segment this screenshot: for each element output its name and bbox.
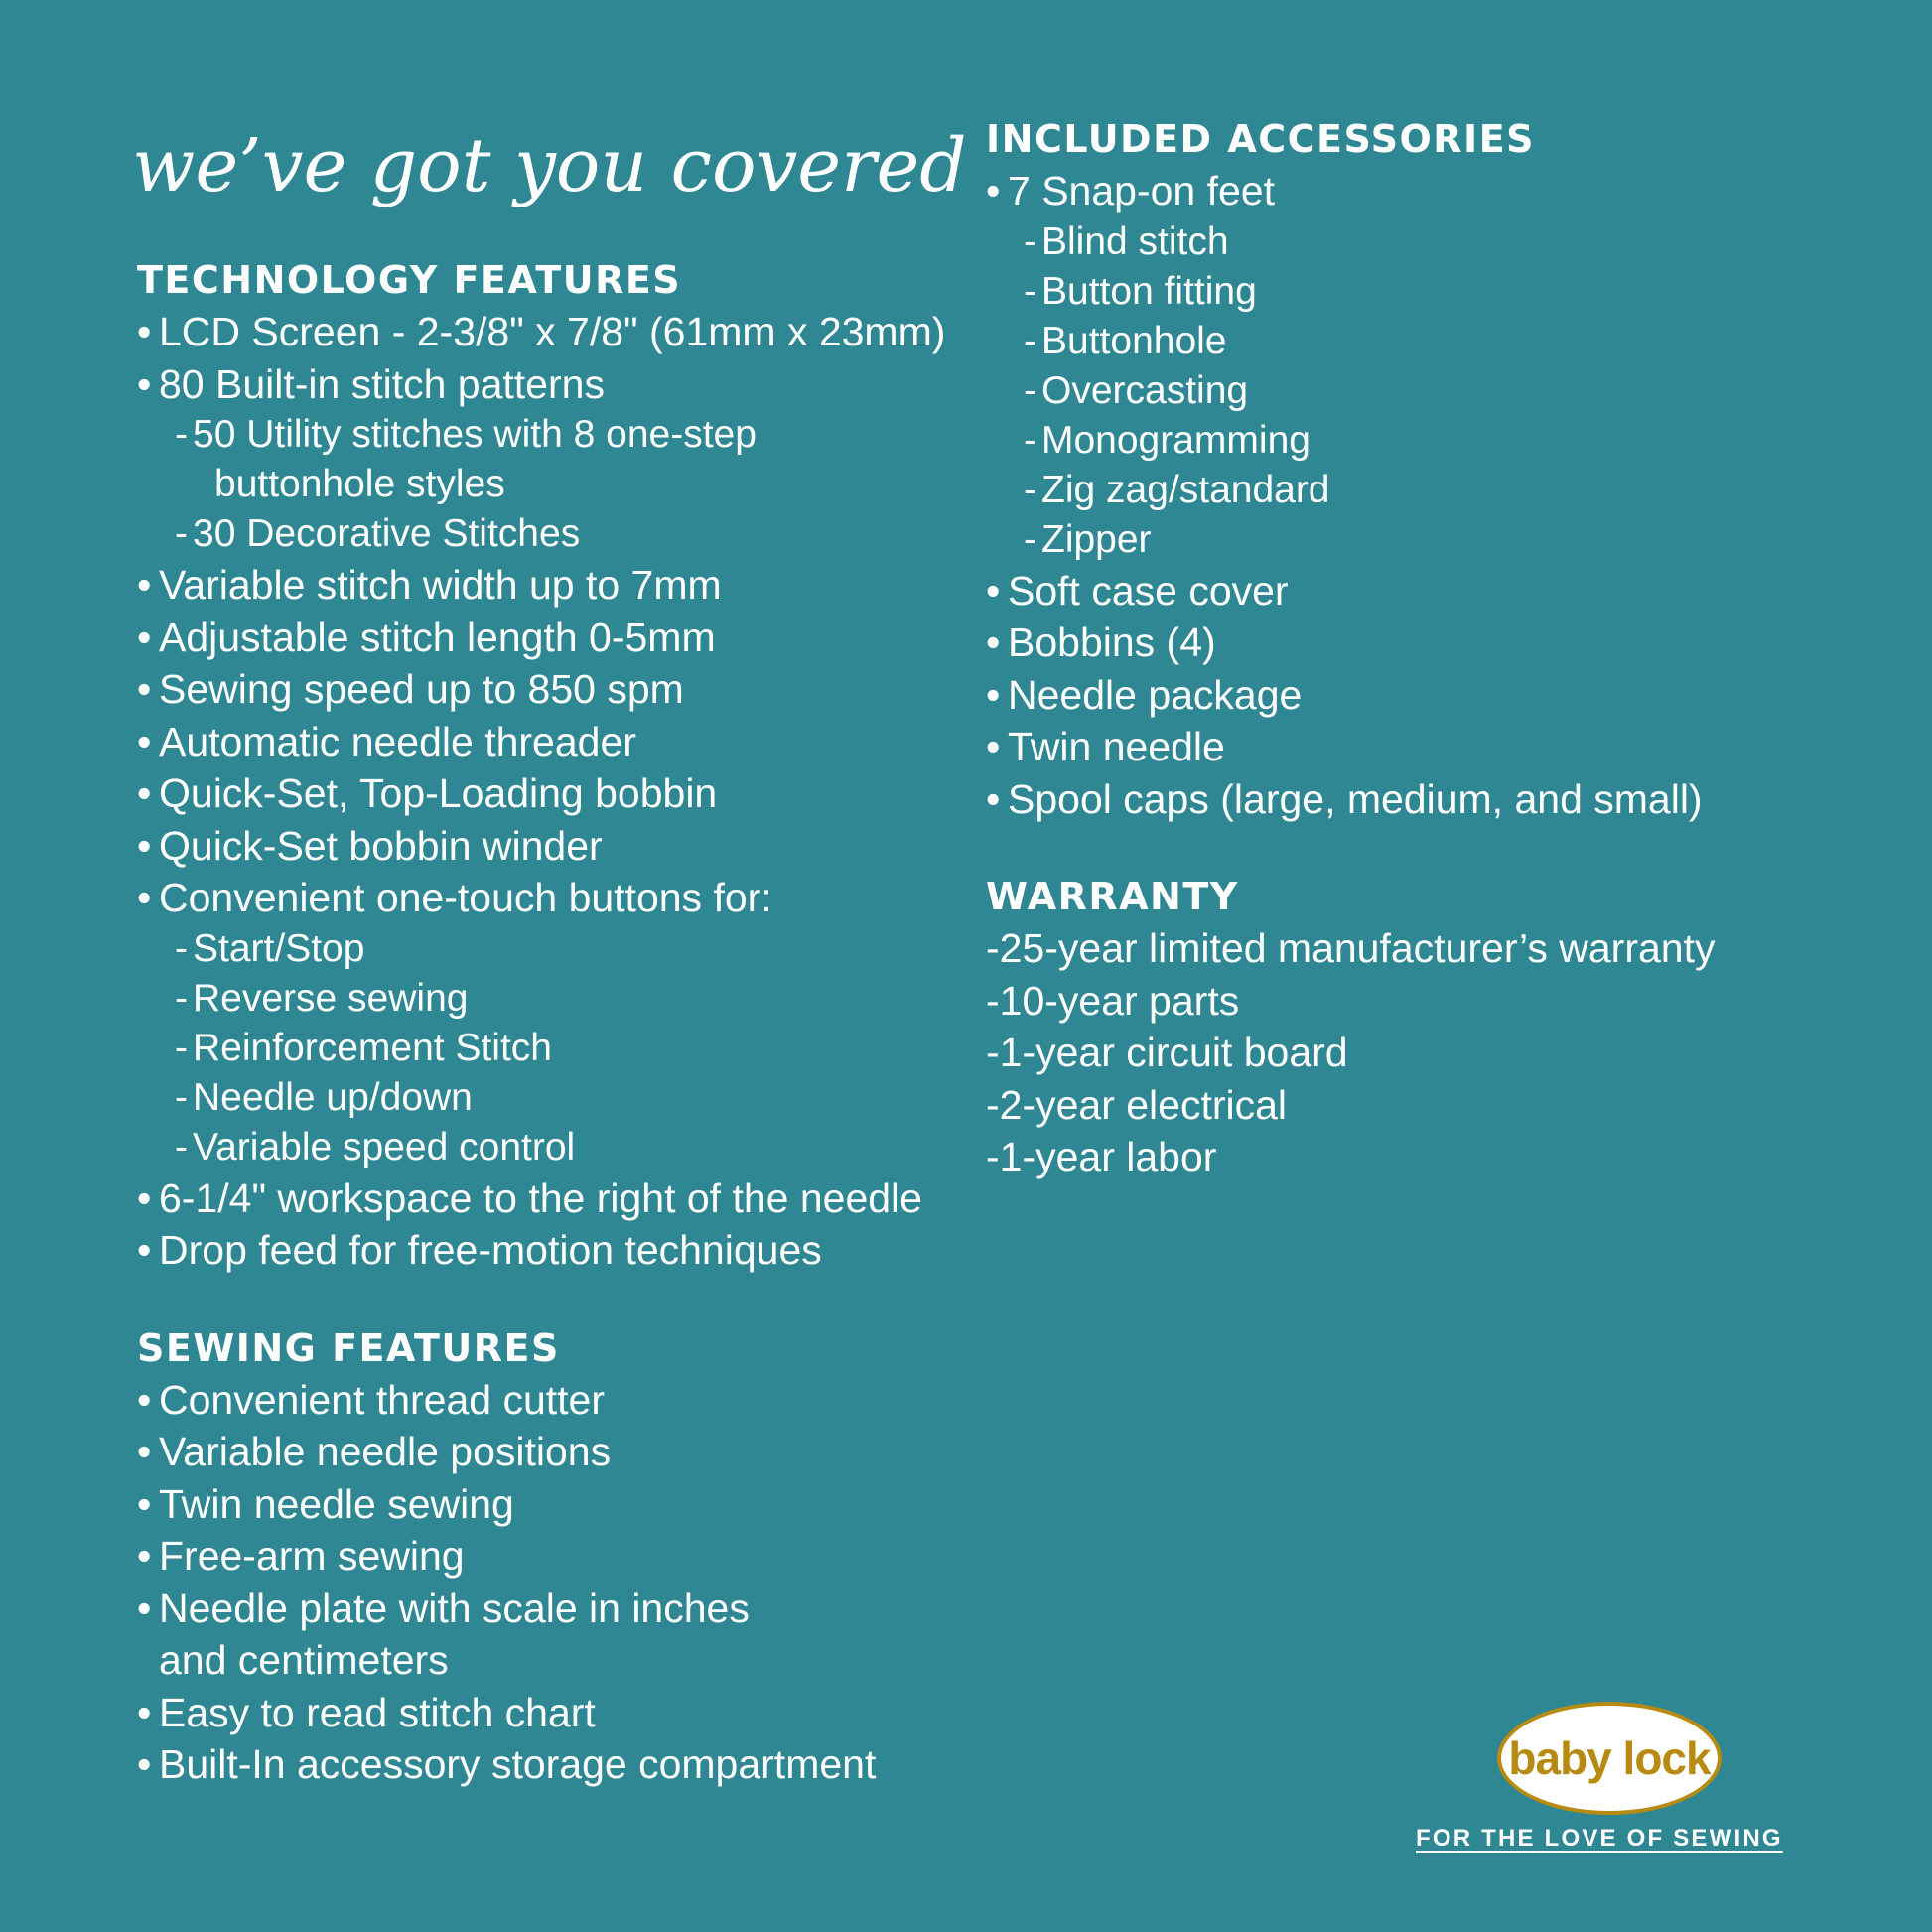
sub-list-item-continuation: buttonhole styles [214, 463, 505, 505]
dash-icon: - [175, 413, 188, 456]
sub-list-item: - Reverse sewing [137, 974, 951, 1024]
warranty-item: -10-year parts [986, 977, 1240, 1024]
dash-icon: - [1024, 468, 1036, 511]
list-item: • Bobbins (4) [986, 617, 1840, 669]
sewing-features-heading: SEWING FEATURES [137, 1325, 560, 1370]
warranty-item: -1-year circuit board [986, 1030, 1348, 1075]
bullet-icon: • [137, 360, 152, 407]
section-spacer [986, 825, 1840, 871]
list-item: • Twin needle [986, 721, 1840, 773]
bullet-icon: • [137, 875, 152, 920]
bullet-icon: • [137, 1429, 152, 1474]
bullet-icon: • [137, 1227, 152, 1273]
list-item: • Easy to read stitch chart [137, 1687, 951, 1739]
bullet-icon: • [137, 1174, 152, 1221]
sub-list-item: - Start/Stop [137, 924, 951, 974]
list-item: • Spool caps (large, medium, and small) [986, 773, 1840, 826]
list-item: • Drop feed for free-motion techniques [137, 1224, 951, 1277]
bullet-icon: • [986, 620, 1001, 665]
tagline: we’ve got you covered [132, 123, 967, 208]
sub-list-item: - Reinforcement Stitch [137, 1024, 951, 1073]
sub-list-item: - 50 Utility stitches with 8 one-step [137, 410, 951, 460]
list-item: • 7 Snap-on feet [986, 165, 1840, 217]
bullet-icon: • [137, 562, 152, 608]
bullet-icon: • [137, 718, 152, 764]
list-item: • 6-1/4" workspace to the right of the needle [137, 1173, 951, 1225]
left-column [137, 254, 951, 1791]
list-item: • Twin needle sewing [137, 1478, 951, 1531]
dash-icon: - [175, 926, 188, 970]
list-item: • Variable stitch width up to 7mm [137, 559, 951, 612]
dash-icon: - [175, 1075, 188, 1119]
logo-text: baby lock [1508, 1732, 1711, 1784]
list-item: • Free-arm sewing [137, 1530, 951, 1583]
sub-list-item: - Zig zag/standard [986, 466, 1840, 515]
list-item-continuation: and centimeters [159, 1637, 449, 1683]
list-item: • Variable needle positions [137, 1426, 951, 1478]
bullet-icon: • [137, 822, 152, 869]
right-column [986, 113, 1840, 1183]
warranty-item: -25-year limited manufacturer’s warranty [986, 925, 1716, 971]
dash-icon: - [175, 512, 188, 555]
bullet-icon: • [137, 614, 152, 660]
bullet-icon: • [986, 567, 1001, 614]
sub-list-item: - Overcasting [986, 366, 1840, 416]
bullet-icon: • [137, 1585, 152, 1631]
bullet-icon: • [137, 770, 152, 816]
list-item: • Convenient one-touch buttons for: [137, 872, 951, 924]
dash-icon: - [1024, 319, 1036, 362]
bullet-icon: • [986, 671, 1001, 718]
bullet-icon: • [986, 724, 1001, 769]
dash-icon: - [175, 1026, 188, 1069]
list-item: • Quick-Set bobbin winder [137, 820, 951, 873]
list-item: • 80 Built-in stitch patterns [137, 358, 951, 411]
list-item: • Automatic needle threader [137, 716, 951, 768]
sub-list-item: - Button fitting [986, 267, 1840, 317]
bullet-icon: • [137, 1741, 152, 1787]
bullet-icon: • [137, 1533, 152, 1579]
list-item: • Needle package [986, 669, 1840, 722]
sub-list-item: - Zipper [986, 515, 1840, 565]
sub-list-item: - Monogramming [986, 416, 1840, 466]
section-spacer [137, 1277, 951, 1322]
bullet-icon: • [986, 775, 1001, 822]
dash-icon: - [175, 1125, 188, 1169]
warranty-item: -1-year labor [986, 1134, 1217, 1179]
list-item: • Quick-Set, Top-Loading bobbin [137, 767, 951, 820]
sub-list-item: - Buttonhole [986, 317, 1840, 366]
warranty-item: -2-year electrical [986, 1081, 1288, 1128]
dash-icon: - [175, 976, 188, 1020]
dash-icon: - [1024, 368, 1036, 412]
list-item: • Convenient thread cutter [137, 1374, 951, 1427]
dash-icon: - [1024, 418, 1036, 462]
list-item: • Soft case cover [986, 565, 1840, 618]
technology-features-heading: TECHNOLOGY FEATURES [137, 258, 682, 302]
sub-list-item: - Needle up/down [137, 1073, 951, 1123]
bullet-icon: • [137, 1480, 152, 1527]
dash-icon: - [1024, 269, 1036, 313]
list-item: • Needle plate with scale in inches [137, 1583, 951, 1635]
brand-slogan: FOR THE LOVE OF SEWING [1416, 1825, 1783, 1852]
sub-list-item: - Variable speed control [137, 1123, 951, 1173]
baby-lock-logo [1497, 1702, 1722, 1815]
bullet-icon: • [137, 1689, 152, 1735]
sub-list-item: - 30 Decorative Stitches [137, 509, 951, 559]
bullet-icon: • [137, 309, 152, 354]
bullet-icon: • [986, 168, 1001, 213]
list-item: • Built-In accessory storage compartment [137, 1738, 951, 1791]
bullet-icon: • [137, 1376, 152, 1423]
sub-list-item: - Blind stitch [986, 217, 1840, 267]
list-item: • Sewing speed up to 850 spm [137, 663, 951, 716]
dash-icon: - [1024, 517, 1036, 561]
warranty-heading: WARRANTY [986, 875, 1239, 918]
list-item: • LCD Screen - 2-3/8" x 7/8" (61mm x 23mm) [137, 306, 951, 358]
list-item: • Adjustable stitch length 0-5mm [137, 612, 951, 664]
dash-icon: - [1024, 219, 1036, 263]
bullet-icon: • [137, 666, 152, 712]
included-accessories-heading: INCLUDED ACCESSORIES [986, 117, 1536, 161]
